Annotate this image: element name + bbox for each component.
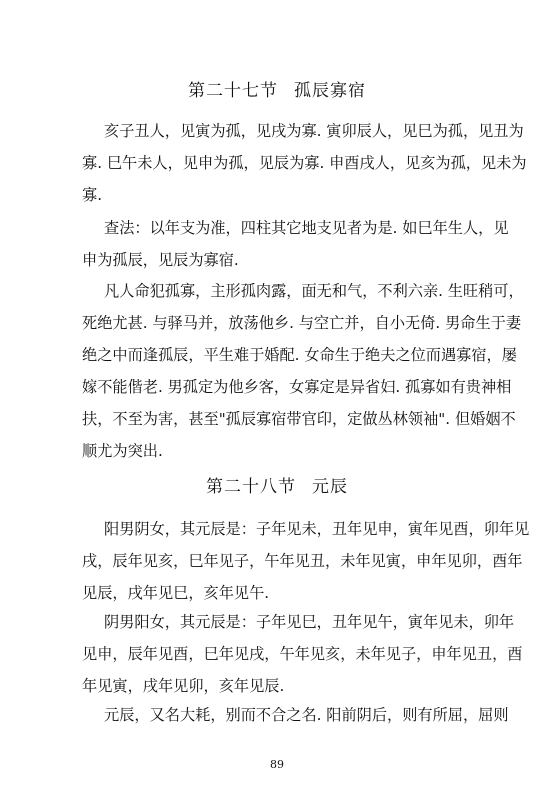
- section-number: 第二十八节: [206, 477, 296, 497]
- text-line: 凡人命犯孤寡，主形孤肉露，面无和气，不利六亲. 生旺稍可，: [104, 282, 524, 300]
- text-line: 死绝尤甚. 与驿马并，放荡他乡. 与空亡并，自小无倚. 男命生于妻: [82, 314, 522, 332]
- text-line: 寡.: [82, 186, 103, 204]
- paragraph-6: [82, 699, 509, 731]
- text-line: 查法：以年支为准，四柱其它地支见者为是. 如巳年生人，见: [104, 219, 509, 237]
- text-line: 绝之中而逢孤辰，平生难于婚配. 女命生于绝夫之位而遇寡宿，屡: [82, 346, 517, 364]
- text-line: 顺尤为突出.: [82, 442, 163, 460]
- text-line: 亥子丑人，见寅为孤，见戌为寡. 寅卯辰人，见巳为孤，见丑为: [104, 122, 524, 140]
- text-line: 阳男阴女，其元辰是：子年见未，丑年见申，寅年见酉，卯年见: [104, 520, 530, 538]
- section-title: 元辰: [312, 477, 348, 497]
- text-line: 嫁不能偕老. 男孤定为他乡客，女寡定是异省妇. 孤寡如有贵神相: [82, 378, 512, 396]
- text-line: 寡. 巳午未人，见申为孤，见辰为寡. 申酉戌人，见亥为孤，见未为: [82, 154, 527, 172]
- paragraph-3: [82, 275, 524, 467]
- text-line: 戌，辰年见亥，巳年见子，午年见丑，未年见寅，申年见卯，酉年: [82, 552, 523, 570]
- section-heading-28: [0, 472, 554, 497]
- section-title: 孤辰寡宿: [294, 81, 366, 101]
- paragraph-5: [82, 606, 523, 702]
- text-line: 扶，不至为害，甚至"孤辰寡宿带官印，定做丛林领袖". 但婚姻不: [82, 410, 516, 428]
- section-heading-27: [0, 76, 554, 101]
- paragraph-4: [82, 513, 530, 609]
- text-line: 见申，辰年见酉，巳年见戌，午年见亥，未年见子，申年见丑，酉: [82, 645, 523, 663]
- text-line: 见辰，戌年见巳，亥年见午.: [82, 584, 270, 602]
- text-line: 元辰，又名大耗，别而不合之名. 阳前阴后，则有所屈，屈则: [104, 706, 509, 724]
- text-line: 阴男阳女，其元辰是：子年见巳，丑年见午，寅年见未，卯年: [104, 613, 515, 631]
- page-number: 89: [270, 758, 284, 771]
- paragraph-2: [82, 212, 509, 276]
- paragraph-1: [82, 115, 527, 211]
- text-line: 年见寅，戌年见卯，亥年见辰.: [82, 677, 285, 695]
- text-line: 申为孤辰，见辰为寡宿.: [82, 251, 239, 269]
- section-number: 第二十七节: [188, 81, 278, 101]
